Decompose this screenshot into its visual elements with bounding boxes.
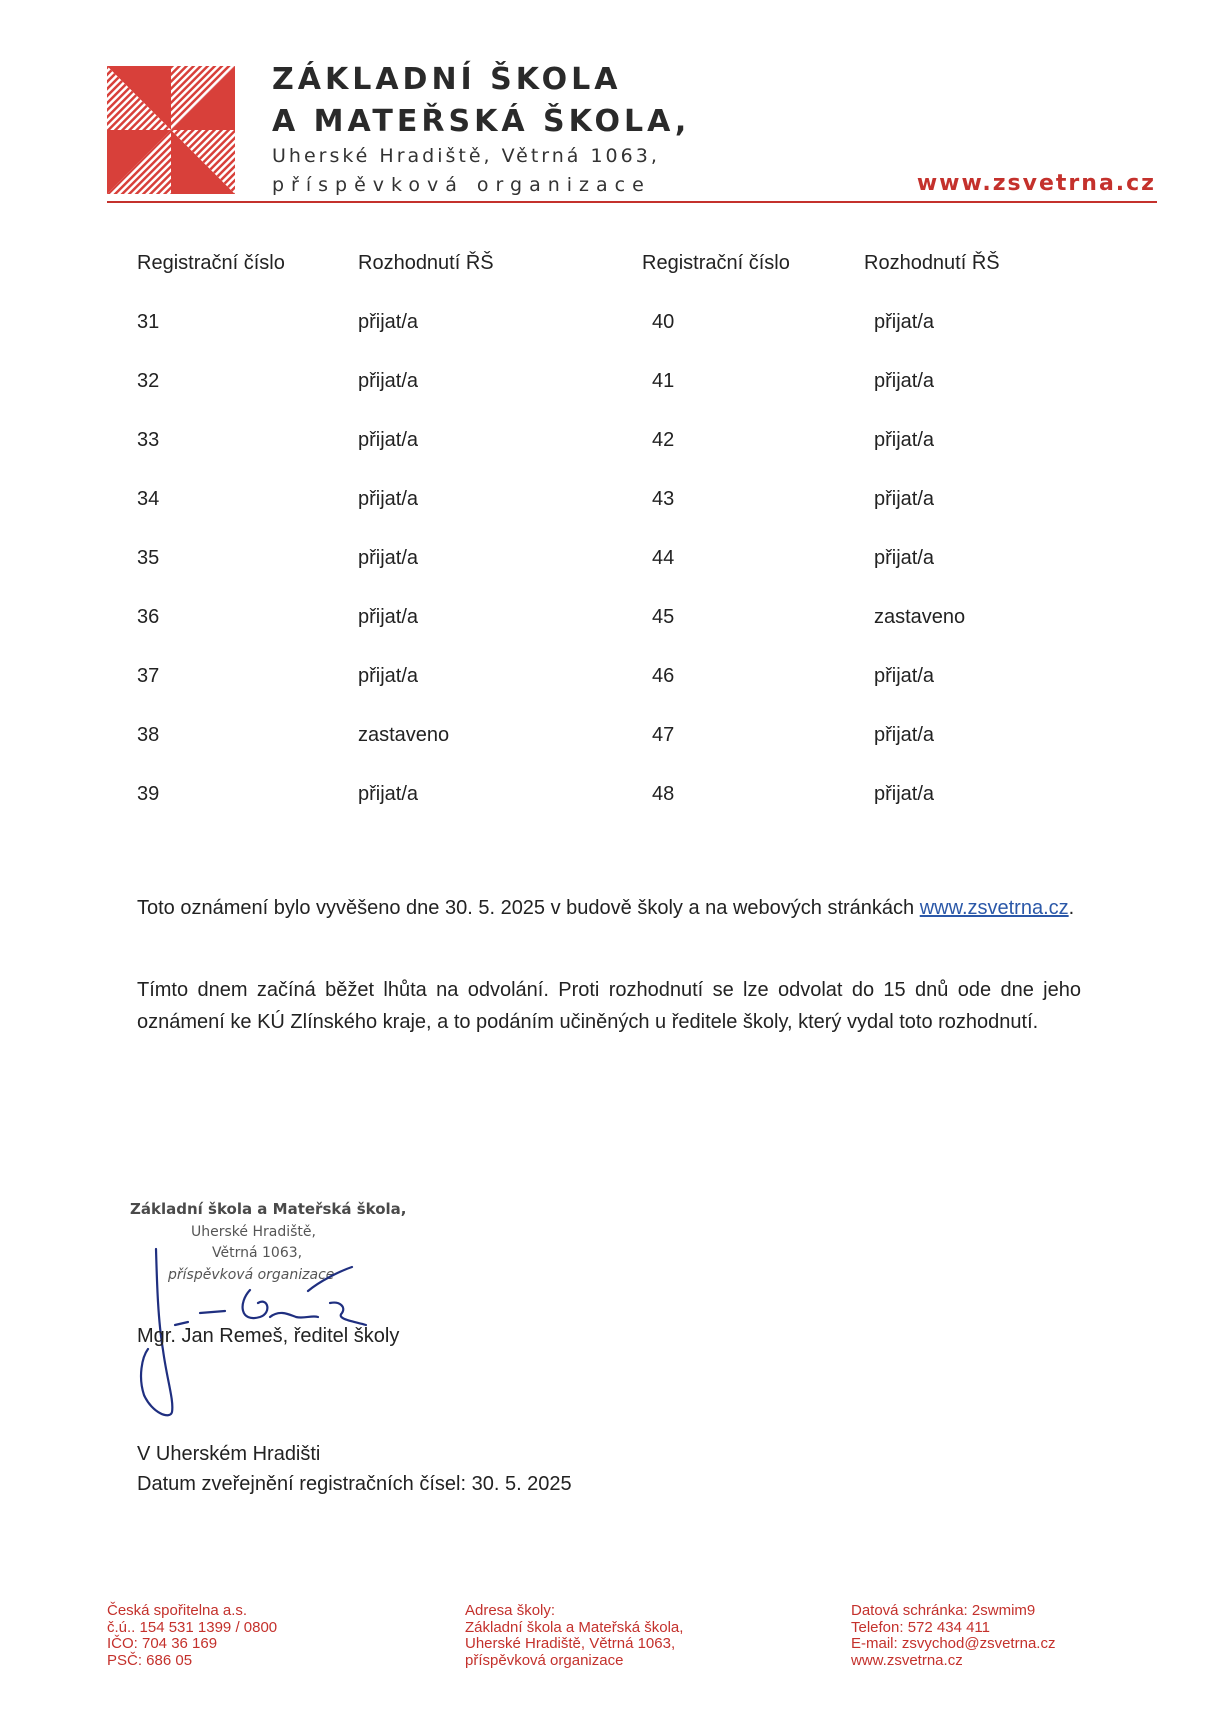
footer-address-line: příspěvková organizace (465, 1651, 624, 1669)
notice-period: . (1068, 897, 1075, 919)
issue-place: V Uherském Hradišti (137, 1443, 321, 1465)
footer-email[interactable]: E-mail: zsvychod@zsvetrna.cz (851, 1635, 1056, 1652)
school-name-line2: A MATEŘSKÁ ŠKOLA, (272, 104, 691, 139)
table-cell-reg: 40 (652, 311, 675, 333)
table-cell-decision: přijat/a (874, 547, 935, 569)
footer-bank-line: PSČ: 686 05 (107, 1651, 193, 1669)
table-cell-reg: 38 (137, 724, 160, 746)
table-cell-decision: přijat/a (874, 783, 935, 805)
footer-school-address (465, 1603, 683, 1669)
table-cell-decision: přijat/a (874, 311, 935, 333)
table-cell-reg: 36 (137, 606, 160, 628)
table-cell-decision: přijat/a (358, 783, 419, 805)
footer-address-line: Uherské Hradiště, Větrná 1063, (465, 1635, 676, 1652)
table-cell-decision: zastaveno (358, 724, 450, 746)
footer-address-line: Základní škola a Mateřská škola, (465, 1618, 684, 1636)
table-cell-reg: 32 (137, 370, 160, 392)
table-cell-reg: 42 (652, 429, 675, 451)
table-cell-reg: 35 (137, 547, 160, 569)
footer-address-line: Adresa školy: (465, 1602, 556, 1619)
stamp-line1: Základní škola a Mateřská škola, (130, 1200, 407, 1218)
table-cell-decision: zastaveno (874, 606, 966, 628)
table-cell-decision: přijat/a (874, 724, 935, 746)
column-header-reg-left: Registrační číslo (137, 252, 285, 274)
school-logo (107, 66, 235, 194)
stamp-line2: Uherské Hradiště, (191, 1224, 316, 1240)
table-cell-reg: 46 (652, 665, 675, 687)
notice-paragraph-appeal: Tímto dnem začíná běžet lhůta na odvolání. Proti rozhodnutí se lze odvolat do 15 dnů ode dne jeho oznámení ke KÚ Zlínského kraje, a to podáním učiněných u ředitele školy, který vydal toto rozhodnutí. (137, 979, 1081, 1033)
table-cell-decision: přijat/a (874, 429, 935, 451)
school-address: Uherské Hradiště, Větrná 1063, (272, 145, 660, 167)
footer-databox: Datová schránka: 2swmim9 (851, 1602, 1036, 1619)
table-cell-reg: 31 (137, 311, 160, 333)
table-cell-reg: 33 (137, 429, 160, 451)
notice-posted-text: Toto oznámení bylo vyvěšeno dne 30. 5. 2025 v budově školy a na webových stránkách (137, 897, 920, 919)
footer-website[interactable]: www.zsvetrna.cz (851, 1651, 963, 1669)
table-cell-decision: přijat/a (358, 665, 419, 687)
header-divider (107, 201, 1157, 203)
header-website[interactable]: www.zsvetrna.cz (916, 171, 1156, 196)
table-cell-decision: přijat/a (874, 488, 935, 510)
table-cell-reg: 39 (137, 783, 160, 805)
table-cell-decision: přijat/a (358, 429, 419, 451)
footer-bank-line: č.ú.. 154 531 1399 / 0800 (107, 1618, 278, 1636)
school-org-type: příspěvková organizace (272, 174, 651, 196)
table-cell-reg: 44 (652, 547, 675, 569)
column-header-decision-left: Rozhodnutí ŘŠ (358, 252, 494, 274)
table-cell-reg: 41 (652, 370, 675, 392)
table-cell-decision: přijat/a (358, 606, 419, 628)
table-cell-decision: přijat/a (358, 370, 419, 392)
table-cell-reg: 47 (652, 724, 675, 746)
footer-bank-line: IČO: 704 36 169 (107, 1635, 218, 1652)
table-cell-reg: 45 (652, 606, 675, 628)
stamp-line3: Větrná 1063, (212, 1245, 303, 1261)
footer-contact-info (851, 1603, 1055, 1669)
table-cell-reg: 43 (652, 488, 675, 510)
table-cell-decision: přijat/a (358, 488, 419, 510)
school-name-line1: ZÁKLADNÍ ŠKOLA (272, 62, 622, 97)
table-cell-decision: přijat/a (874, 665, 935, 687)
signer-name: Mgr. Jan Remeš, ředitel školy (137, 1325, 400, 1347)
footer-bank-info (107, 1603, 277, 1669)
notice-website-link[interactable]: www.zsvetrna.cz (919, 897, 1069, 919)
table-cell-reg: 48 (652, 783, 675, 805)
table-cell-decision: přijat/a (358, 311, 419, 333)
table-cell-decision: přijat/a (358, 547, 419, 569)
table-cell-reg: 34 (137, 488, 160, 510)
footer-bank-line: Česká spořitelna a.s. (107, 1602, 248, 1619)
column-header-decision-right: Rozhodnutí ŘŠ (864, 252, 1000, 274)
table-cell-decision: přijat/a (874, 370, 935, 392)
publication-date: Datum zveřejnění registračních čísel: 30. 5. 2025 (137, 1473, 572, 1495)
column-header-reg-right: Registrační číslo (642, 252, 790, 274)
notice-paragraph-posted (137, 892, 1081, 924)
footer-phone: Telefon: 572 434 411 (851, 1618, 991, 1636)
table-cell-reg: 37 (137, 665, 160, 687)
stamp-line4: příspěvková organizace (168, 1267, 335, 1283)
